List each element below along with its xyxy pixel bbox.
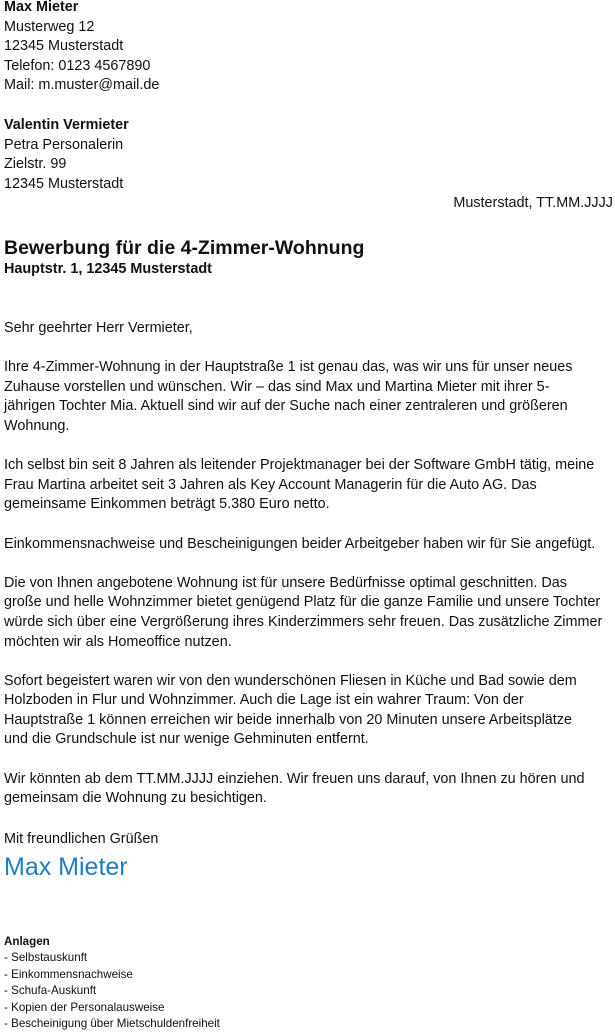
- salutation-text: Sehr geehrter Herr Vermieter,: [4, 320, 193, 336]
- salutation: [4, 319, 614, 339]
- signature: Max Mieter: [4, 853, 128, 881]
- recipient-address-block: [4, 116, 129, 194]
- paragraph-line: Wohnung.: [4, 417, 70, 434]
- subject-title: Bewerbung für die 4-Zimmer-Wohnung: [4, 237, 365, 259]
- paragraph-line: Ich selbst bin seit 8 Jahren als leitender Projektmanager bei der Software GmbH tätig, meine: [4, 457, 595, 474]
- recipient-contact: Petra Personalerin: [4, 136, 124, 153]
- sender-name: Max Mieter: [4, 0, 79, 15]
- attachment-item: - Schufa-Auskunft: [4, 984, 97, 998]
- sender-address-block: [4, 0, 159, 96]
- paragraph-line: würde sich über eine Vergrößerung ihres Kinderzimmers sehr freuen. Das zusätzliche Zimmer: [4, 613, 603, 630]
- letter-date: Musterstadt, TT.MM.JJJJ: [453, 195, 613, 211]
- paragraph-intro: [4, 358, 614, 436]
- paragraph-line: gemeinsam die Wohnung zu besichtigen.: [4, 790, 267, 807]
- attachments-block: [4, 934, 220, 1032]
- closing-phrase: Mit freundlichen Grüßen: [4, 831, 159, 847]
- paragraph-documents: [4, 535, 614, 555]
- paragraph-line: Die von Ihnen angebotene Wohnung ist für unsere Bedürfnisse optimal geschnitten. Das: [4, 574, 567, 591]
- paragraph-line: Wir könnten ab dem TT.MM.JJJJ einziehen. Wir freuen uns darauf, von Ihnen zu hören und: [4, 770, 585, 787]
- attachment-item: - Kopien der Personalausweise: [4, 1000, 165, 1014]
- attachment-item: - Einkommensnachweise: [4, 967, 133, 981]
- paragraph-line: große und helle Wohnzimmer bietet genügend Platz für die ganze Familie und unsere Tochter: [4, 594, 601, 611]
- sender-mail: Mail: m.muster@mail.de: [4, 77, 160, 94]
- paragraph-line: Zuhause vorstellen und wünschen. Wir – das sind Max und Martina Mieter mit ihrer 5-: [4, 378, 550, 395]
- paragraph-apartment: [4, 574, 614, 652]
- paragraph-line: jährigen Tochter Mia. Aktuell sind wir auf der Suche nach einer zentraleren und größeren: [4, 398, 568, 415]
- paragraph-line: möchten wir als Homeoffice nutzen.: [4, 633, 232, 650]
- recipient-street: Zielstr. 99: [4, 156, 67, 173]
- sender-street: Musterweg 12: [4, 18, 95, 35]
- paragraph-move-in: [4, 770, 614, 809]
- paragraph-line: Holzboden in Flur und Wohnzimmer. Auch die Lage ist ein wahrer Traum: Von der: [4, 692, 524, 709]
- recipient-name: Valentin Vermieter: [4, 117, 129, 133]
- paragraph-line: und die Grundschule ist nur wenige Gehminuten entfernt.: [4, 731, 369, 748]
- attachment-item: - Bescheinigung über Mietschuldenfreiheit: [4, 1017, 220, 1031]
- subject-address: Hauptstr. 1, 12345 Musterstadt: [4, 261, 212, 277]
- attachments-title: Anlagen: [4, 935, 50, 948]
- attachment-item: - Selbstauskunft: [4, 951, 88, 965]
- paragraph-line: Einkommensnachweise und Bescheinigungen beider Arbeitgeber haben wir für Sie angefügt.: [4, 535, 596, 552]
- letter-body: [4, 319, 614, 828]
- paragraph-line: Hauptstraße 1 können erreichen wir beide innerhalb von 20 Minuten unsere Arbeitsplätze: [4, 711, 572, 728]
- sender-city: 12345 Musterstadt: [4, 38, 124, 55]
- paragraph-line: Sofort begeistert waren wir von den wunderschönen Fliesen in Küche und Bad sowie dem: [4, 672, 577, 689]
- paragraph-line: Ihre 4-Zimmer-Wohnung in der Hauptstraße 1 ist genau das, was wir uns für unser neues: [4, 359, 573, 376]
- paragraph-line: gemeinsame Einkommen beträgt 5.380 Euro netto.: [4, 496, 330, 513]
- paragraph-line: Frau Martina arbeitet seit 3 Jahren als Key Account Managerin für die Auto AG. Das: [4, 476, 537, 493]
- paragraph-employment: [4, 456, 614, 515]
- sender-phone: Telefon: 0123 4567890: [4, 57, 151, 74]
- recipient-city: 12345 Musterstadt: [4, 175, 124, 192]
- paragraph-location: [4, 672, 614, 750]
